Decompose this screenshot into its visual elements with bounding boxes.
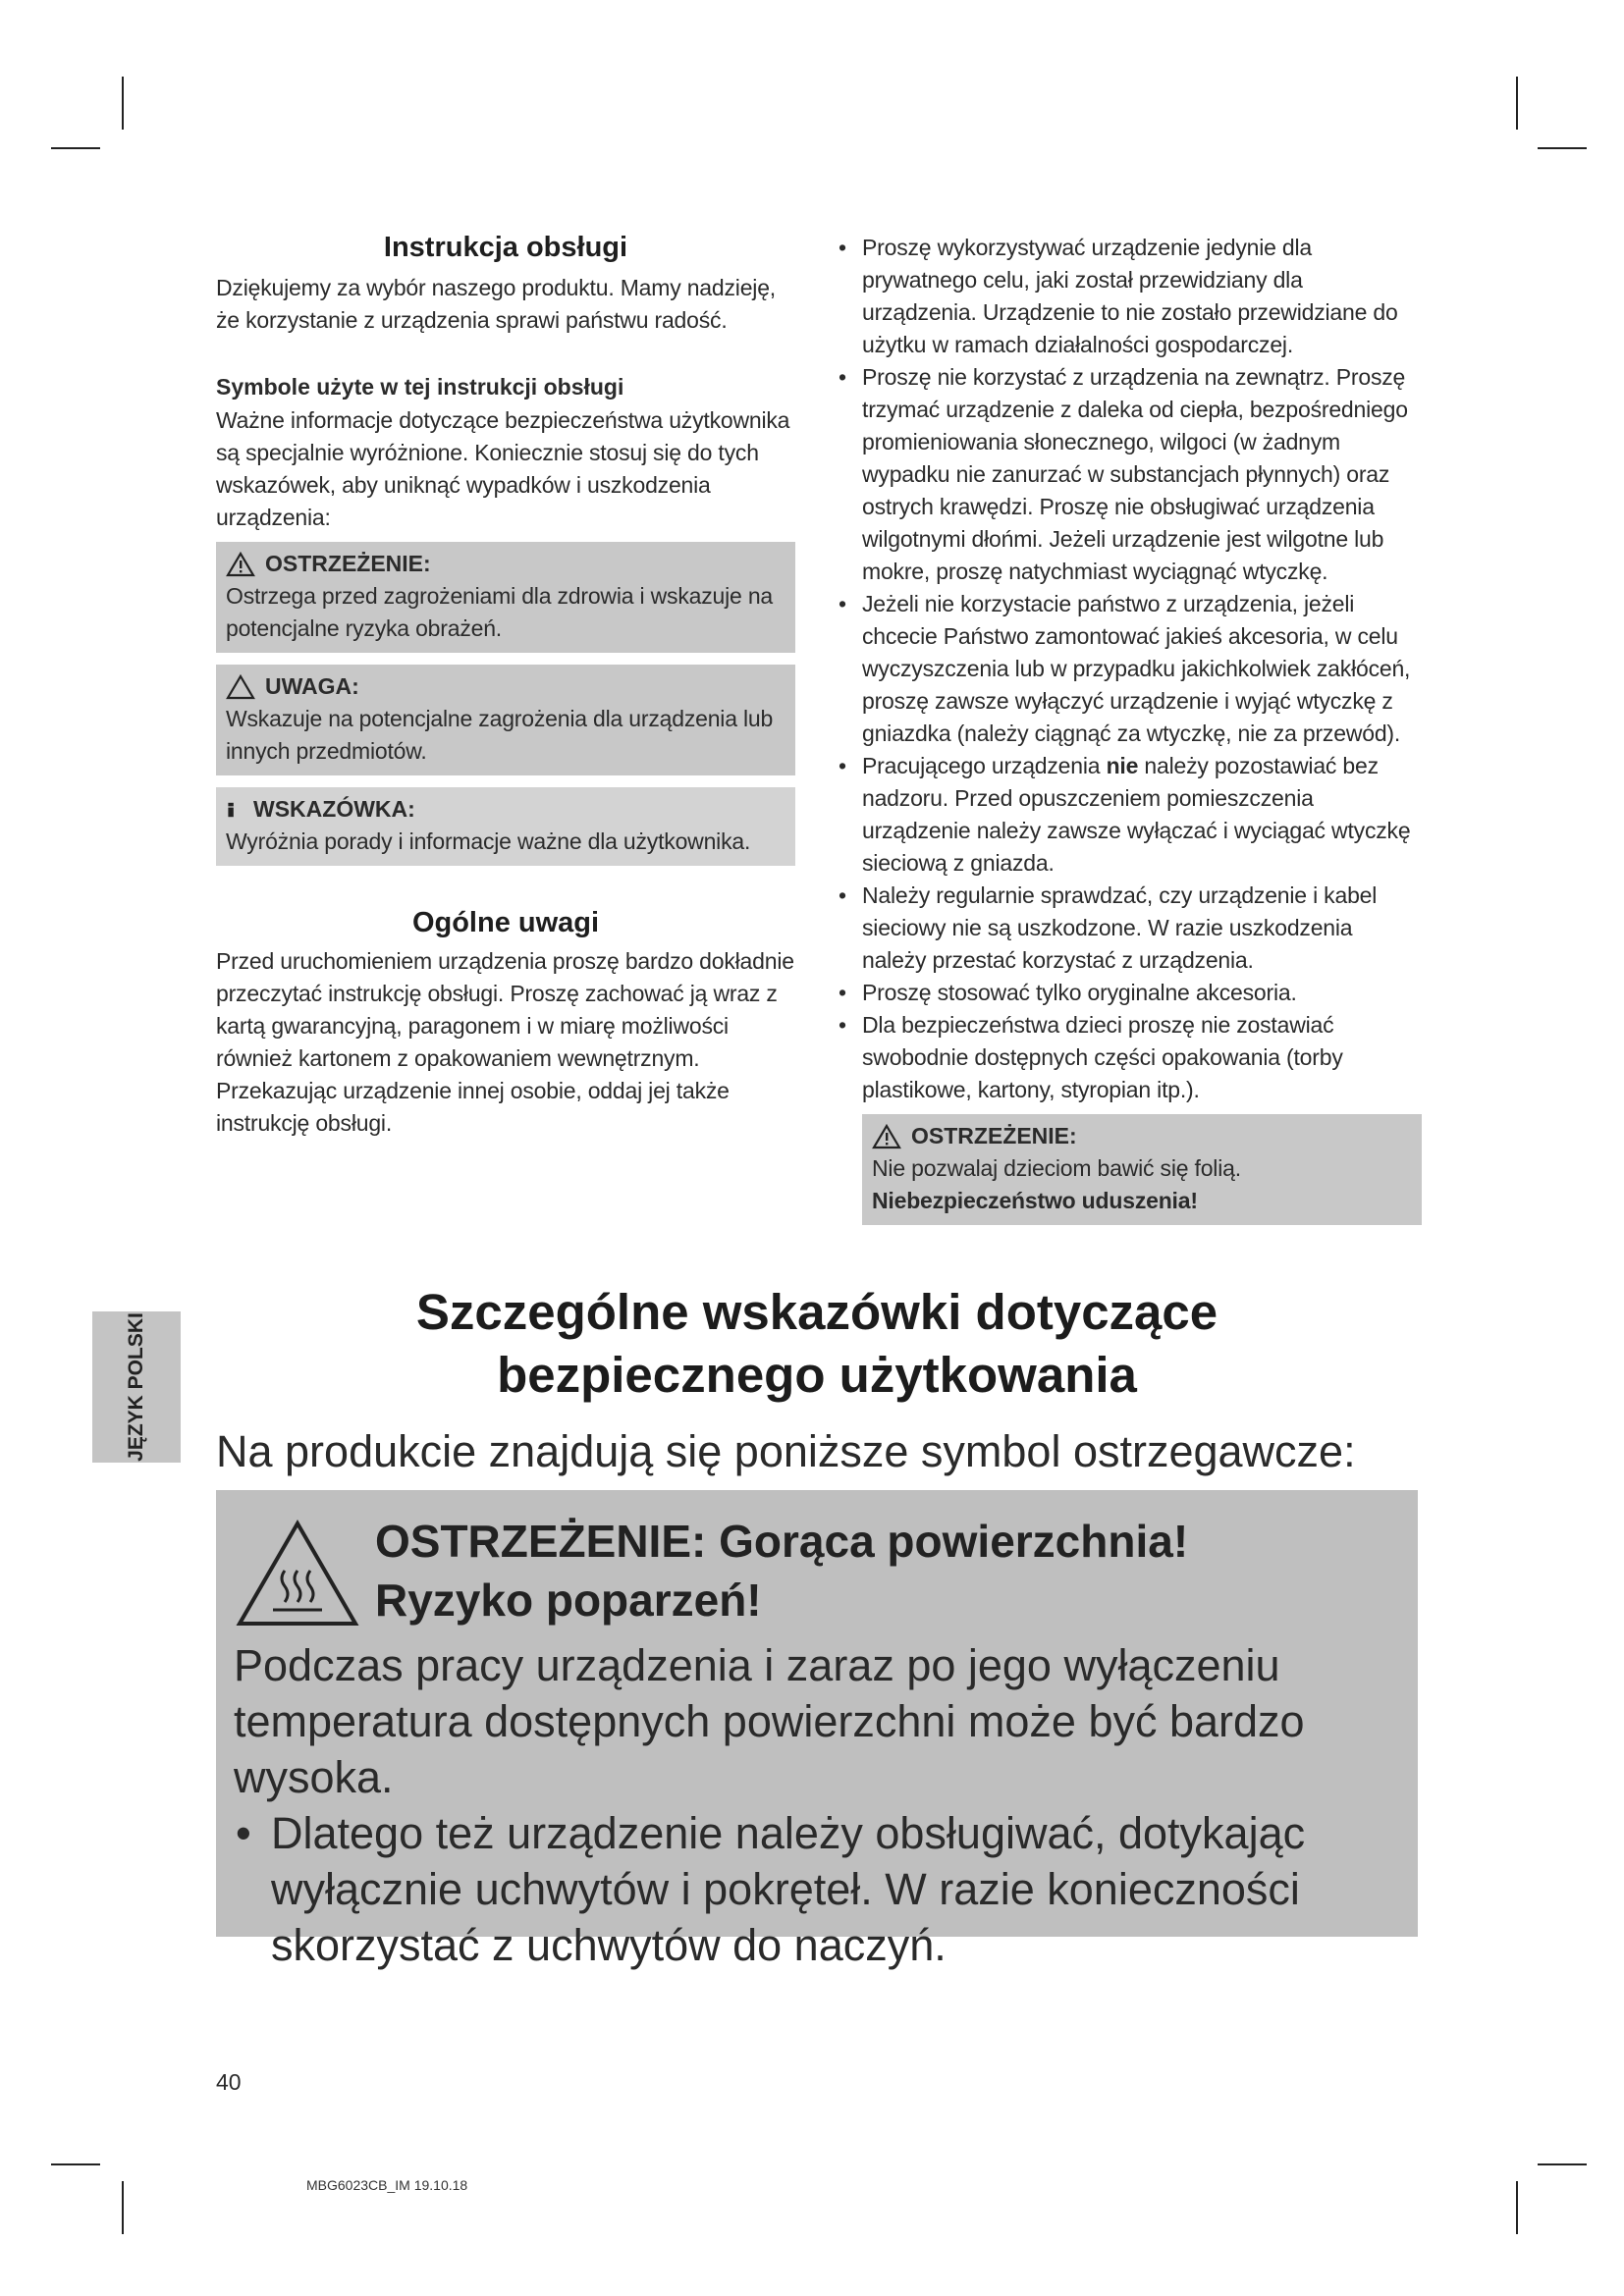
list-item: • Proszę stosować tylko oryginalne akcesoria.: [833, 977, 1422, 1009]
children-warning-text: [872, 1152, 1412, 1217]
general-notes-text: Przed uruchomieniem urządzenia proszę bardzo dokładnie przeczytać instrukcję obsługi. Proszę zachować ją wraz z kartą gwarancyjną, paragonem i w miarę możliwości również kartonem z opakowaniem wewnętrznym. Przekazując urządzenie innej osobie, oddaj jej także instrukcję obsługi.: [216, 948, 794, 1136]
warning-label: OSTRZEŻENIE:: [265, 551, 431, 576]
list-item: • Proszę wykorzystywać urządzenie jedynie dla prywatnego celu, jaki został przewidziany dla urządzenia. Urządzenie to nie zostało przewidziane do użytku w ramach działalności gospodarczej.: [833, 232, 1422, 361]
hint-title: [226, 793, 785, 826]
crop-mark: [1538, 147, 1587, 149]
children-warning-title: [872, 1120, 1412, 1152]
bullet-4-pre: Pracującego urządzenia: [862, 753, 1107, 778]
symbols-heading: Symbole użyte w tej instrukcji obsługi: [216, 374, 624, 400]
safety-section-title: [216, 1281, 1418, 1407]
hot-surface-list: [234, 1805, 1412, 1973]
hot-surface-title: [375, 1512, 1188, 1629]
caution-box: [216, 665, 795, 775]
warning-triangle-icon: [872, 1124, 901, 1149]
language-label: JĘZYK POLSKI: [125, 1312, 147, 1462]
footer-code: MBG6023CB_IM 19.10.18: [306, 2177, 468, 2193]
list-item: • Jeżeli nie korzystacie państwo z urządzenia, jeżeli chcecie Państwo zamontować jakieś akcesoria, w celu wyczyszczenia lub w przypadku jakichkolwiek zakłóceń, proszę zawsze wyłączyć urządzenie i wyjąć wtyczkę z gniazdka (należy ciągnąć za wtyczkę, nie za przewód).: [833, 588, 1422, 750]
list-item: • Dlatego też urządzenie należy obsługiwać, dotykając wyłącznie uchwytów i pokręteł. W razie konieczności skorzystać z uchwytów do naczyń.: [234, 1805, 1412, 1973]
children-warning-label: OSTRZEŻENIE:: [911, 1123, 1077, 1148]
safety-title-line-2: bezpiecznego użytkowania: [497, 1347, 1137, 1403]
crop-mark: [51, 147, 100, 149]
caution-triangle-icon: [226, 674, 255, 700]
hot-surface-text: Podczas pracy urządzenia i zaraz po jego wyłączeniu temperatura dostępnych powierzchni może być bardzo wysoka.: [234, 1640, 1305, 1802]
general-notes-title: Ogólne uwagi: [411, 907, 600, 938]
crop-mark: [1538, 2163, 1587, 2165]
hint-label: WSKAZÓWKA:: [253, 796, 415, 822]
warning-box: [216, 542, 795, 653]
caution-label: UWAGA:: [265, 673, 359, 699]
hot-surface-header: [236, 1512, 1188, 1629]
list-item: • Należy regularnie sprawdzać, czy urządzenie i kabel sieciowy nie są uszkodzone. W razie uszkodzenia należy przestać korzystać z urządzenia.: [833, 880, 1422, 977]
hot-surface-title-line-1: OSTRZEŻENIE: Gorąca powierzchnia!: [375, 1516, 1189, 1567]
children-warning-text-pre: Nie pozwalaj dzieciom bawić się folią.: [872, 1155, 1241, 1181]
children-warning-text-bold: Niebezpieczeństwo uduszenia!: [872, 1188, 1198, 1213]
hot-surface-icon: [236, 1520, 359, 1628]
warning-text: Ostrzega przed zagrożeniami dla zdrowia i wskazuje na potencjalne ryzyka obrażeń.: [226, 583, 773, 641]
safety-bullet-list: [833, 232, 1422, 1106]
hot-surface-warning-box: [216, 1490, 1418, 1970]
list-item: • Proszę nie korzystać z urządzenia na zewnątrz. Proszę trzymać urządzenie z daleka od ciepła, bezpośredniego promieniowania słonecznego, wilgoci (w żadnym wypadku nie zanurzać w substancjach płynnych) oraz ostrych krawędzi. Proszę nie obsługiwać urządzenia wilgotnymi dłońmi. Jeżeli urządzenie jest wilgotne lub mokre, proszę natychmiast wyciągnąć wtyczkę.: [833, 361, 1422, 588]
bullet-4-bold: nie: [1106, 753, 1139, 778]
info-icon: [226, 797, 244, 823]
intro-text: Dziękujemy za wybór naszego produktu. Mamy nadzieję, że korzystanie z urządzenia sprawi państwu radość.: [216, 275, 776, 333]
hint-text: Wyróżnia porady i informacje ważne dla użytkownika.: [226, 828, 751, 854]
instructions-title: Instrukcja obsługi: [383, 232, 628, 263]
symbols-text: Ważne informacje dotyczące bezpieczeństwa użytkownika są specjalnie wyróżnione. Koniecznie stosuj się do tych wskazówek, aby uniknąć wypadków i uszkodzenia urządzenia:: [216, 407, 790, 530]
crop-mark: [122, 77, 124, 130]
safety-title-line-1: Szczególne wskazówki dotyczące: [415, 1284, 1218, 1340]
hint-box: [216, 787, 795, 866]
hot-surface-body: [234, 1637, 1412, 1973]
caution-title: [226, 670, 785, 703]
left-column: [216, 232, 795, 1140]
safety-intro: Na produkcie znajdują się poniższe symbol ostrzegawcze:: [216, 1426, 1356, 1476]
list-item: [833, 750, 1422, 880]
crop-mark: [122, 2181, 124, 2234]
crop-mark: [1516, 77, 1518, 130]
right-column: [833, 232, 1422, 1225]
hot-surface-title-line-2: Ryzyko poparzeń!: [375, 1575, 762, 1626]
language-side-tab: [92, 1311, 181, 1463]
warning-title: [226, 548, 785, 580]
crop-mark: [1516, 2181, 1518, 2234]
list-item: • Dla bezpieczeństwa dzieci proszę nie zostawiać swobodnie dostępnych części opakowania (torby plastikowe, kartony, styropian itp.).: [833, 1009, 1422, 1106]
bullet-4-post: należy pozostawiać bez nadzoru. Przed opuszczeniem pomieszczenia urządzenie należy zawsze wyłączać i wyciągać wtyczkę sieciową z gniazda.: [862, 753, 1411, 876]
crop-mark: [51, 2163, 100, 2165]
warning-triangle-icon: [226, 552, 255, 577]
caution-text: Wskazuje na potencjalne zagrożenia dla urządzenia lub innych przedmiotów.: [226, 706, 774, 764]
page-number: 40: [216, 2069, 242, 2095]
children-warning-box: [862, 1114, 1422, 1225]
